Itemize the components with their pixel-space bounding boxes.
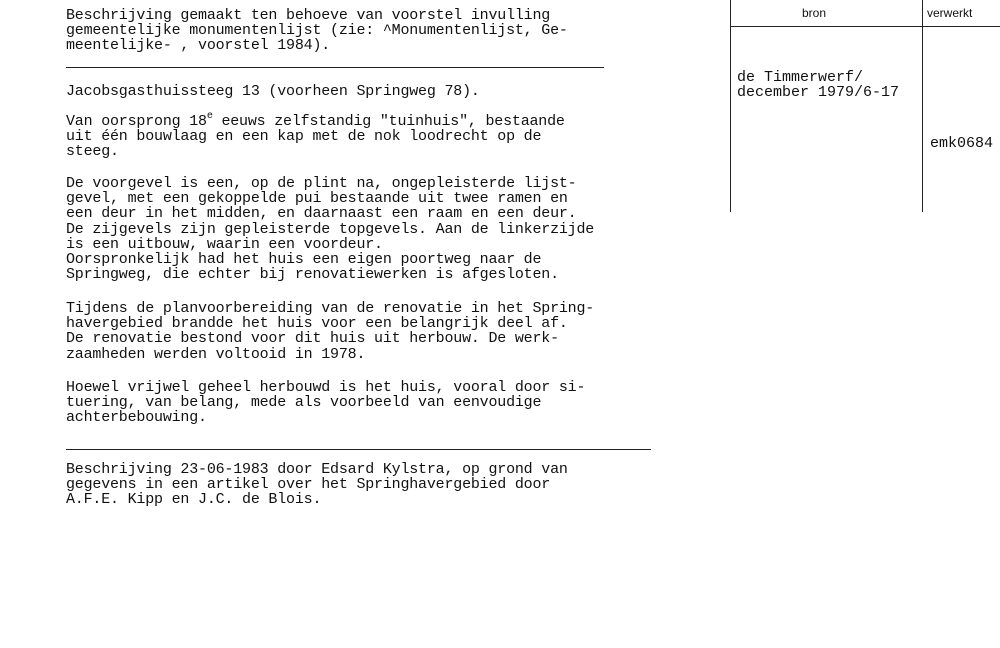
paragraph-origin-rest: eeuws zelfstandig "tuinhuis", bestaande uit één bouwlaag en een kap met de nok loodrecht op de steeg. bbox=[66, 113, 565, 161]
paragraph-renovation: Tijdens de planvoorbereiding van de renovatie in het Spring- havergebied brandde het huis voor een belangrijk deel af. De renovatie bestond voor dit huis uit herbouw. De werk- zaamheden werden voltooid in 1978. bbox=[66, 300, 595, 363]
paragraph-origin-start: Van oorsprong 18 bbox=[66, 113, 207, 130]
intro-text: Beschrijving gemaakt ten behoeve van voorstel invulling gemeentelijke monumentenlijst (zie: ^Monumentenlijst, Ge- meentelijke- , voorstel 1984). bbox=[66, 7, 568, 55]
ordinal-superscript: e bbox=[206, 111, 213, 122]
paragraph-origin bbox=[66, 111, 565, 161]
table-column-divider bbox=[922, 0, 923, 212]
credit-text: Beschrijving 23-06-1983 door Edsard Kylstra, op grond van gegevens in een artikel over het Springhavergebied door A.F.E. Kipp en J.C. de Blois. bbox=[66, 461, 568, 509]
address-line: Jacobsgasthuissteeg 13 (voorheen Springweg 78). bbox=[66, 83, 480, 100]
intro-divider bbox=[66, 67, 604, 68]
column-header-verwerkt: verwerkt bbox=[927, 6, 973, 20]
column-header-bron: bron bbox=[802, 6, 827, 20]
verwerkt-value: emk0684 bbox=[930, 135, 994, 152]
paragraph-facade: De voorgevel is een, op de plint na, ongepleisterde lijst- gevel, met een gekoppelde pui bestaande uit twee ramen en een deur in het midden, en daarnaast een raam en een deur. De zijgevels zijn gepleisterde topgevels. Aan de linkerzijde is een uitbouw, waarin een voordeur. Oorspronkelijk had het huis een eigen poortweg naar de Springweg, die echter bij renovatiewerken is afgesloten. bbox=[66, 175, 595, 284]
source-table bbox=[730, 0, 1000, 212]
paragraph-significance: Hoewel vrijwel geheel herbouwd is het huis, vooral door si- tuering, van belang, mede als voorbeeld van eenvoudige achterbebouwing. bbox=[66, 379, 586, 427]
table-left-border bbox=[730, 0, 731, 212]
footer-divider bbox=[66, 449, 651, 450]
bron-value: de Timmerwerf/ december 1979/6-17 bbox=[737, 69, 900, 102]
header-underline bbox=[730, 26, 1000, 27]
